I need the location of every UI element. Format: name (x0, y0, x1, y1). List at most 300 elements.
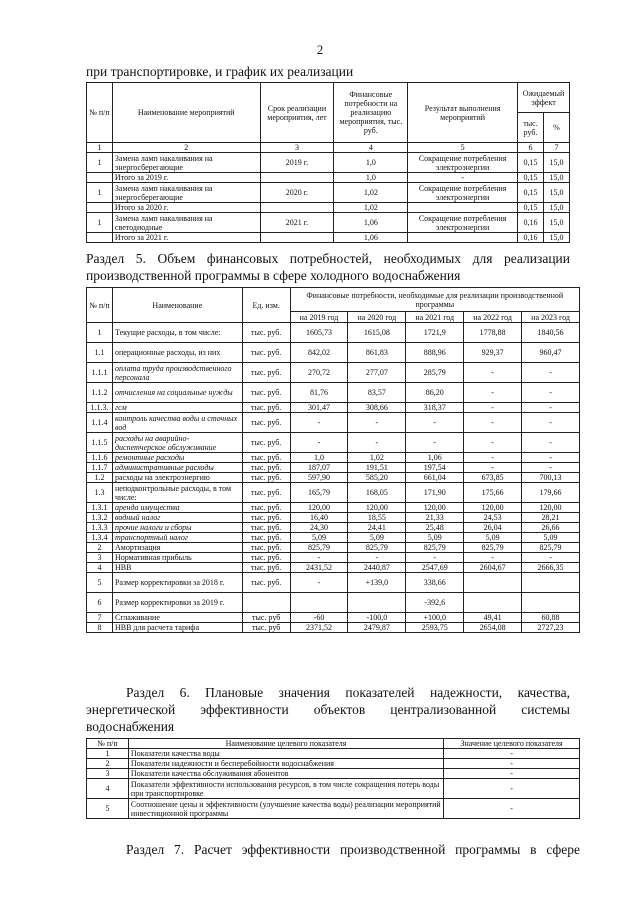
colnum: 4 (334, 143, 408, 153)
cell-fin: 1,06 (334, 233, 408, 243)
cell-name: Замена ламп накаливания на энергосберегающие (112, 183, 260, 203)
cell-name: контроль качества воды и сточных вод (112, 413, 242, 433)
cell-value: - (290, 433, 348, 453)
cell-name: Размер корректировки за 2018 г. (112, 573, 242, 593)
cell-result: Сокращение потребления электроэнергии (408, 183, 518, 203)
cell-value: -100,0 (348, 613, 406, 623)
table-row (87, 749, 580, 759)
cell-num (87, 203, 113, 213)
cell-num: 1.1.2 (87, 383, 113, 403)
cell-value: 18,55 (348, 513, 406, 523)
table-row (87, 213, 570, 233)
cell-num (87, 233, 113, 243)
cell-unit: тыс. руб (242, 623, 290, 633)
cell-value: - (406, 553, 464, 563)
cell-value: 187,07 (290, 463, 348, 473)
cell-value: - (348, 433, 406, 453)
table-row (87, 343, 580, 363)
cell-unit: тыс. руб. (242, 533, 290, 543)
cell-unit: тыс. руб. (242, 483, 290, 503)
cell-value: 1,0 (290, 453, 348, 463)
section6-line2: энергетической эффективности объектов централизованной системы (86, 702, 570, 717)
cell-pct: 15,0 (543, 213, 569, 233)
cell-value: 825,79 (522, 543, 580, 553)
table-row (87, 183, 570, 203)
cell-term: 2019 г. (260, 153, 334, 173)
cell-num: 1.1.5 (87, 433, 113, 453)
financial-needs-table (86, 287, 580, 633)
cell-term: 2021 г. (260, 213, 334, 233)
cell-unit: тыс. руб. (242, 513, 290, 523)
cell-value: 5,09 (348, 533, 406, 543)
cell-value: 825,79 (406, 543, 464, 553)
cell-name: транспортный налог (112, 533, 242, 543)
cell-fin: 1,02 (334, 183, 408, 203)
cell-unit: тыс. руб. (242, 383, 290, 403)
cell-name: Текущие расходы, в том числе: (112, 323, 242, 343)
cell-result: - (408, 173, 518, 183)
th-fin: Финансовые потребности на реализацию мероприятия, тыс. руб. (334, 83, 408, 143)
cell-value: 318,37 (406, 403, 464, 413)
indicators-table (86, 738, 580, 819)
table-row (87, 153, 570, 173)
cell-num: 1 (87, 323, 113, 343)
cell-value: 2431,52 (290, 563, 348, 573)
cell-value: 5,09 (406, 533, 464, 543)
section5-line2: производственной программы в сфере холодного водоснабжения (86, 268, 461, 283)
table-row (87, 573, 580, 593)
cell-value: 24,41 (348, 523, 406, 533)
cell-num: 3 (87, 553, 113, 563)
cell-value: 2371,52 (290, 623, 348, 633)
cell-value: 168,05 (348, 483, 406, 503)
cell-num: 1.2 (87, 473, 113, 483)
cell-unit: тыс. руб. (242, 363, 290, 383)
cell-num: 1.1.7 (87, 463, 113, 473)
th-name: Наименование мероприятий (112, 83, 260, 143)
cell-name: прочие налоги и сборы (112, 523, 242, 533)
cell-num: 4 (87, 779, 129, 799)
cell-value: 197,54 (406, 463, 464, 473)
cell-name: НВВ (112, 563, 242, 573)
cell-value: - (444, 769, 580, 779)
cell-unit: тыс. руб (242, 613, 290, 623)
cell-num: 5 (87, 573, 113, 593)
cell-value: 191,51 (348, 463, 406, 473)
table-row (87, 513, 580, 523)
th-unit: Ед. изм. (242, 288, 290, 323)
cell-value: - (464, 553, 522, 563)
cell-num: 1 (87, 153, 113, 173)
intro-line: при транспортировке, и график их реализации (86, 64, 354, 79)
cell-value: - (464, 383, 522, 403)
cell-fin: 1,0 (334, 153, 408, 173)
cell-value: - (290, 413, 348, 433)
table-row (87, 533, 580, 543)
cell-value: - (444, 749, 580, 759)
cell-num: 6 (87, 593, 113, 613)
cell-value: 825,79 (348, 543, 406, 553)
section6-line3: водоснабжения (86, 719, 175, 734)
cell-num: 8 (87, 623, 113, 633)
colnum: 3 (260, 143, 334, 153)
section6-line1: Раздел 6. Плановые значения показателей надежности, качества, (126, 685, 570, 700)
cell-value: - (464, 403, 522, 413)
cell-pct: 15,0 (543, 183, 569, 203)
cell-name: Соотношение цены и эффективности (улучшение качества воды) реализации мероприятий инвестиционной программы (128, 799, 443, 819)
cell-value: 120,00 (406, 503, 464, 513)
cell-num: 7 (87, 613, 113, 623)
cell-term (260, 203, 334, 213)
cell-value: 338,66 (406, 573, 464, 593)
cell-name: Размер корректировки за 2019 г. (112, 593, 242, 613)
cell-num: 1 (87, 213, 113, 233)
cell-unit: тыс. руб. (242, 403, 290, 413)
cell-num: 1.1.1 (87, 363, 113, 383)
cell-value: 270,72 (290, 363, 348, 383)
cell-value: - (522, 553, 580, 563)
cell-value: 2604,67 (464, 563, 522, 573)
cell-value: 888,96 (406, 343, 464, 363)
table-row (87, 799, 580, 819)
cell-num: 1.3.3 (87, 523, 113, 533)
cell-value: 49,41 (464, 613, 522, 623)
cell-value: 1778,88 (464, 323, 522, 343)
cell-value: 165,79 (290, 483, 348, 503)
cell-value: 5,09 (464, 533, 522, 543)
section6-heading (86, 684, 570, 735)
cell-unit: тыс. руб. (242, 343, 290, 363)
cell-num: 1.3.4 (87, 533, 113, 543)
cell-name: операционные расходы, из них (112, 343, 242, 363)
cell-name: административные расходы (112, 463, 242, 473)
cell-value: - (348, 553, 406, 563)
cell-num: 1.1.3. (87, 403, 113, 413)
cell-name: Показатели качества обслуживания абонентов (128, 769, 443, 779)
table-row (87, 203, 570, 213)
cell-value: 2440,87 (348, 563, 406, 573)
cell-value: 597,90 (290, 473, 348, 483)
cell-value: 700,13 (522, 473, 580, 483)
cell-value: 120,00 (348, 503, 406, 513)
cell-name: аренда имущества (112, 503, 242, 513)
table-row (87, 403, 580, 413)
th-num: № п/п (87, 739, 129, 749)
th-name: Наименование целевого показателя (128, 739, 443, 749)
cell-value: 1840,56 (522, 323, 580, 343)
cell-unit: тыс. руб. (242, 453, 290, 463)
cell-value: - (406, 413, 464, 433)
cell-num: 1.3.1 (87, 503, 113, 513)
cell-unit (242, 593, 290, 613)
cell-value: 585,20 (348, 473, 406, 483)
cell-value: 24,53 (464, 513, 522, 523)
cell-value: - (444, 779, 580, 799)
table-row (87, 503, 580, 513)
cell-value: - (464, 433, 522, 453)
cell-value: 285,79 (406, 363, 464, 383)
cell-value: 28,21 (522, 513, 580, 523)
table-row (87, 453, 580, 463)
cell-fin: 1,02 (334, 203, 408, 213)
th-term: Срок реализации мероприятия, лет (260, 83, 334, 143)
section5-line1: Раздел 5. Объем финансовых потребностей, необходимых для реализации (86, 251, 570, 266)
cell-pct: 15,0 (543, 233, 569, 243)
cell-value: - (444, 759, 580, 769)
table-row (87, 483, 580, 503)
cell-unit: тыс. руб. (242, 503, 290, 513)
th-year: на 2023 год (522, 312, 580, 323)
cell-unit: тыс. руб. (242, 543, 290, 553)
cell-value: 1605,73 (290, 323, 348, 343)
th-effect-pct: % (543, 113, 569, 143)
cell-unit: тыс. руб. (242, 413, 290, 433)
cell-value: - (464, 413, 522, 433)
cell-value: 179,66 (522, 483, 580, 503)
cell-unit: тыс. руб. (242, 563, 290, 573)
cell-effect: 0,15 (517, 203, 543, 213)
cell-value: - (522, 363, 580, 383)
cell-unit: тыс. руб. (242, 523, 290, 533)
cell-result (408, 203, 518, 213)
th-num: № п/п (87, 288, 113, 323)
cell-value: - (290, 553, 348, 563)
cell-value: 842,02 (290, 343, 348, 363)
colnum: 6 (517, 143, 543, 153)
cell-value: - (522, 403, 580, 413)
cell-value: 25,48 (406, 523, 464, 533)
cell-name: гсм (112, 403, 242, 413)
cell-name: Сглаживание (112, 613, 242, 623)
cell-result: Сокращение потребления электроэнергии (408, 153, 518, 173)
cell-num: 1.1.6 (87, 453, 113, 463)
cell-result (408, 233, 518, 243)
cell-value: 277,07 (348, 363, 406, 383)
cell-value: 1,06 (406, 453, 464, 463)
table-row (87, 383, 580, 403)
cell-name: Показатели надежности и бесперебойности водоснабжения (128, 759, 443, 769)
colnum: 2 (112, 143, 260, 153)
cell-name: Замена ламп накаливания на светодиодные (112, 213, 260, 233)
th-name: Наименование (112, 288, 242, 323)
th-year: на 2020 год (348, 312, 406, 323)
table-row (87, 759, 580, 769)
cell-value (522, 593, 580, 613)
cell-name: НВВ для расчета тарифа (112, 623, 242, 633)
cell-value: 26,66 (522, 523, 580, 533)
cell-value: 26,04 (464, 523, 522, 533)
table-row (87, 523, 580, 533)
table-row (87, 623, 580, 633)
cell-value: 2654,08 (464, 623, 522, 633)
cell-value: 120,00 (290, 503, 348, 513)
cell-name: Показатели качества воды (128, 749, 443, 759)
th-result: Результат выполнения мероприятий (408, 83, 518, 143)
cell-value: 673,85 (464, 473, 522, 483)
cell-value: - (522, 413, 580, 433)
section7-heading: Раздел 7. Расчет эффективности производственной программы в сфере (126, 842, 580, 857)
cell-num: 4 (87, 563, 113, 573)
table-row (87, 769, 580, 779)
cell-value: -60 (290, 613, 348, 623)
cell-effect: 0,15 (517, 173, 543, 183)
colnum: 1 (87, 143, 113, 153)
table-row (87, 473, 580, 483)
cell-pct: 15,0 (543, 203, 569, 213)
cell-num: 1.3 (87, 483, 113, 503)
cell-value: 929,37 (464, 343, 522, 363)
cell-effect: 0,15 (517, 183, 543, 203)
cell-value: 1,02 (348, 453, 406, 463)
cell-name: Показатели эффективности использования ресурсов, в том числе сокращения потерь воды при транспортировке (128, 779, 443, 799)
cell-value: 21,33 (406, 513, 464, 523)
cell-value: 2727,23 (522, 623, 580, 633)
cell-value: - (522, 383, 580, 403)
cell-unit: тыс. руб. (242, 323, 290, 343)
colnum: 5 (408, 143, 518, 153)
cell-value: 825,79 (290, 543, 348, 553)
table-row (87, 779, 580, 799)
cell-value: - (464, 363, 522, 383)
th-num: № п/п (87, 83, 113, 143)
table-row (87, 363, 580, 383)
cell-num: 1.1.4 (87, 413, 113, 433)
th-year: на 2022 год (464, 312, 522, 323)
cell-value: 960,47 (522, 343, 580, 363)
cell-value: 2547,69 (406, 563, 464, 573)
cell-num: 2 (87, 759, 129, 769)
table5-body (87, 323, 580, 633)
cell-value: +100,0 (406, 613, 464, 623)
cell-name: ремонтные расходы (112, 453, 242, 463)
cell-value: 1721,9 (406, 323, 464, 343)
th-year: на 2019 год (290, 312, 348, 323)
cell-value: - (406, 433, 464, 453)
cell-value: 861,83 (348, 343, 406, 363)
cell-name: Замена ламп накаливания на энергосберегающие (112, 153, 260, 173)
cell-value (464, 573, 522, 593)
cell-fin: 1,0 (334, 173, 408, 183)
cell-value: - (522, 453, 580, 463)
measures-table (86, 82, 570, 243)
table-row (87, 173, 570, 183)
cell-value: 24,30 (290, 523, 348, 533)
cell-unit: тыс. руб. (242, 553, 290, 563)
cell-name: Амортизация (112, 543, 242, 553)
cell-value: 60,88 (522, 613, 580, 623)
cell-name: оплата труда производственного персонала (112, 363, 242, 383)
cell-name: Итого за 2019 г. (112, 173, 260, 183)
cell-value: 5,09 (522, 533, 580, 543)
table-row (87, 593, 580, 613)
cell-num: 1 (87, 749, 129, 759)
th-effect-unit: тыс. руб. (517, 113, 543, 143)
cell-result: Сокращение потребления электроэнергии (408, 213, 518, 233)
cell-value: +139,0 (348, 573, 406, 593)
cell-num (87, 173, 113, 183)
table-row (87, 613, 580, 623)
table-row (87, 563, 580, 573)
cell-effect: 0,15 (517, 153, 543, 173)
cell-unit: тыс. руб. (242, 463, 290, 473)
cell-value: - (290, 573, 348, 593)
cell-name: расходы на электроэнергию (112, 473, 242, 483)
cell-name: Нормативная прибыль (112, 553, 242, 563)
cell-value: 175,66 (464, 483, 522, 503)
cell-name: отчисления на социальные нужды (112, 383, 242, 403)
th-value: Значение целевого показателя (444, 739, 580, 749)
table-row (87, 553, 580, 563)
cell-name: Итого за 2021 г. (112, 233, 260, 243)
table-row (87, 323, 580, 343)
cell-term (260, 233, 334, 243)
cell-pct: 15,0 (543, 153, 569, 173)
cell-value: 5,09 (290, 533, 348, 543)
table-row (87, 233, 570, 243)
th-fin: Финансовые потребности, необходимые для реализации производственной программы (290, 288, 579, 312)
cell-num: 2 (87, 543, 113, 553)
cell-term (260, 173, 334, 183)
cell-value: 171,90 (406, 483, 464, 503)
cell-value (522, 573, 580, 593)
th-effect: Ожидаемый эффект (517, 83, 569, 113)
table-row (87, 433, 580, 453)
cell-unit: тыс. руб. (242, 473, 290, 483)
cell-value: 2666,35 (522, 563, 580, 573)
cell-value: - (464, 453, 522, 463)
cell-name: Итого за 2020 г. (112, 203, 260, 213)
cell-value: - (444, 799, 580, 819)
cell-value: 2593,75 (406, 623, 464, 633)
cell-term: 2020 г. (260, 183, 334, 203)
table-row (87, 543, 580, 553)
cell-value: -392,6 (406, 593, 464, 613)
cell-value: 120,00 (464, 503, 522, 513)
th-year: на 2021 год (406, 312, 464, 323)
cell-value: 2479,87 (348, 623, 406, 633)
cell-value (464, 593, 522, 613)
cell-num: 1.1 (87, 343, 113, 363)
cell-name: расходы на аварийно-диспетчерское обслуживание (112, 433, 242, 453)
section5-heading (86, 250, 570, 284)
cell-fin: 1,06 (334, 213, 408, 233)
cell-num: 3 (87, 769, 129, 779)
cell-unit: тыс. руб. (242, 433, 290, 453)
cell-value: 1615,08 (348, 323, 406, 343)
cell-value: 120,00 (522, 503, 580, 513)
cell-value: 301,47 (290, 403, 348, 413)
cell-num: 1 (87, 183, 113, 203)
colnum: 7 (543, 143, 569, 153)
cell-value: - (348, 413, 406, 433)
cell-value: 86,20 (406, 383, 464, 403)
cell-value: 83,57 (348, 383, 406, 403)
cell-name: неподконтрольные расходы, в том числе: (112, 483, 242, 503)
cell-value: 16,40 (290, 513, 348, 523)
cell-value: 308,66 (348, 403, 406, 413)
cell-value: - (464, 463, 522, 473)
cell-value: 661,04 (406, 473, 464, 483)
cell-value (348, 593, 406, 613)
cell-num: 1.3.2 (87, 513, 113, 523)
cell-value: 81,76 (290, 383, 348, 403)
cell-value: 825,79 (464, 543, 522, 553)
table-row (87, 413, 580, 433)
table-row (87, 463, 580, 473)
cell-value: - (522, 433, 580, 453)
cell-num: 5 (87, 799, 129, 819)
cell-pct: 15,0 (543, 173, 569, 183)
